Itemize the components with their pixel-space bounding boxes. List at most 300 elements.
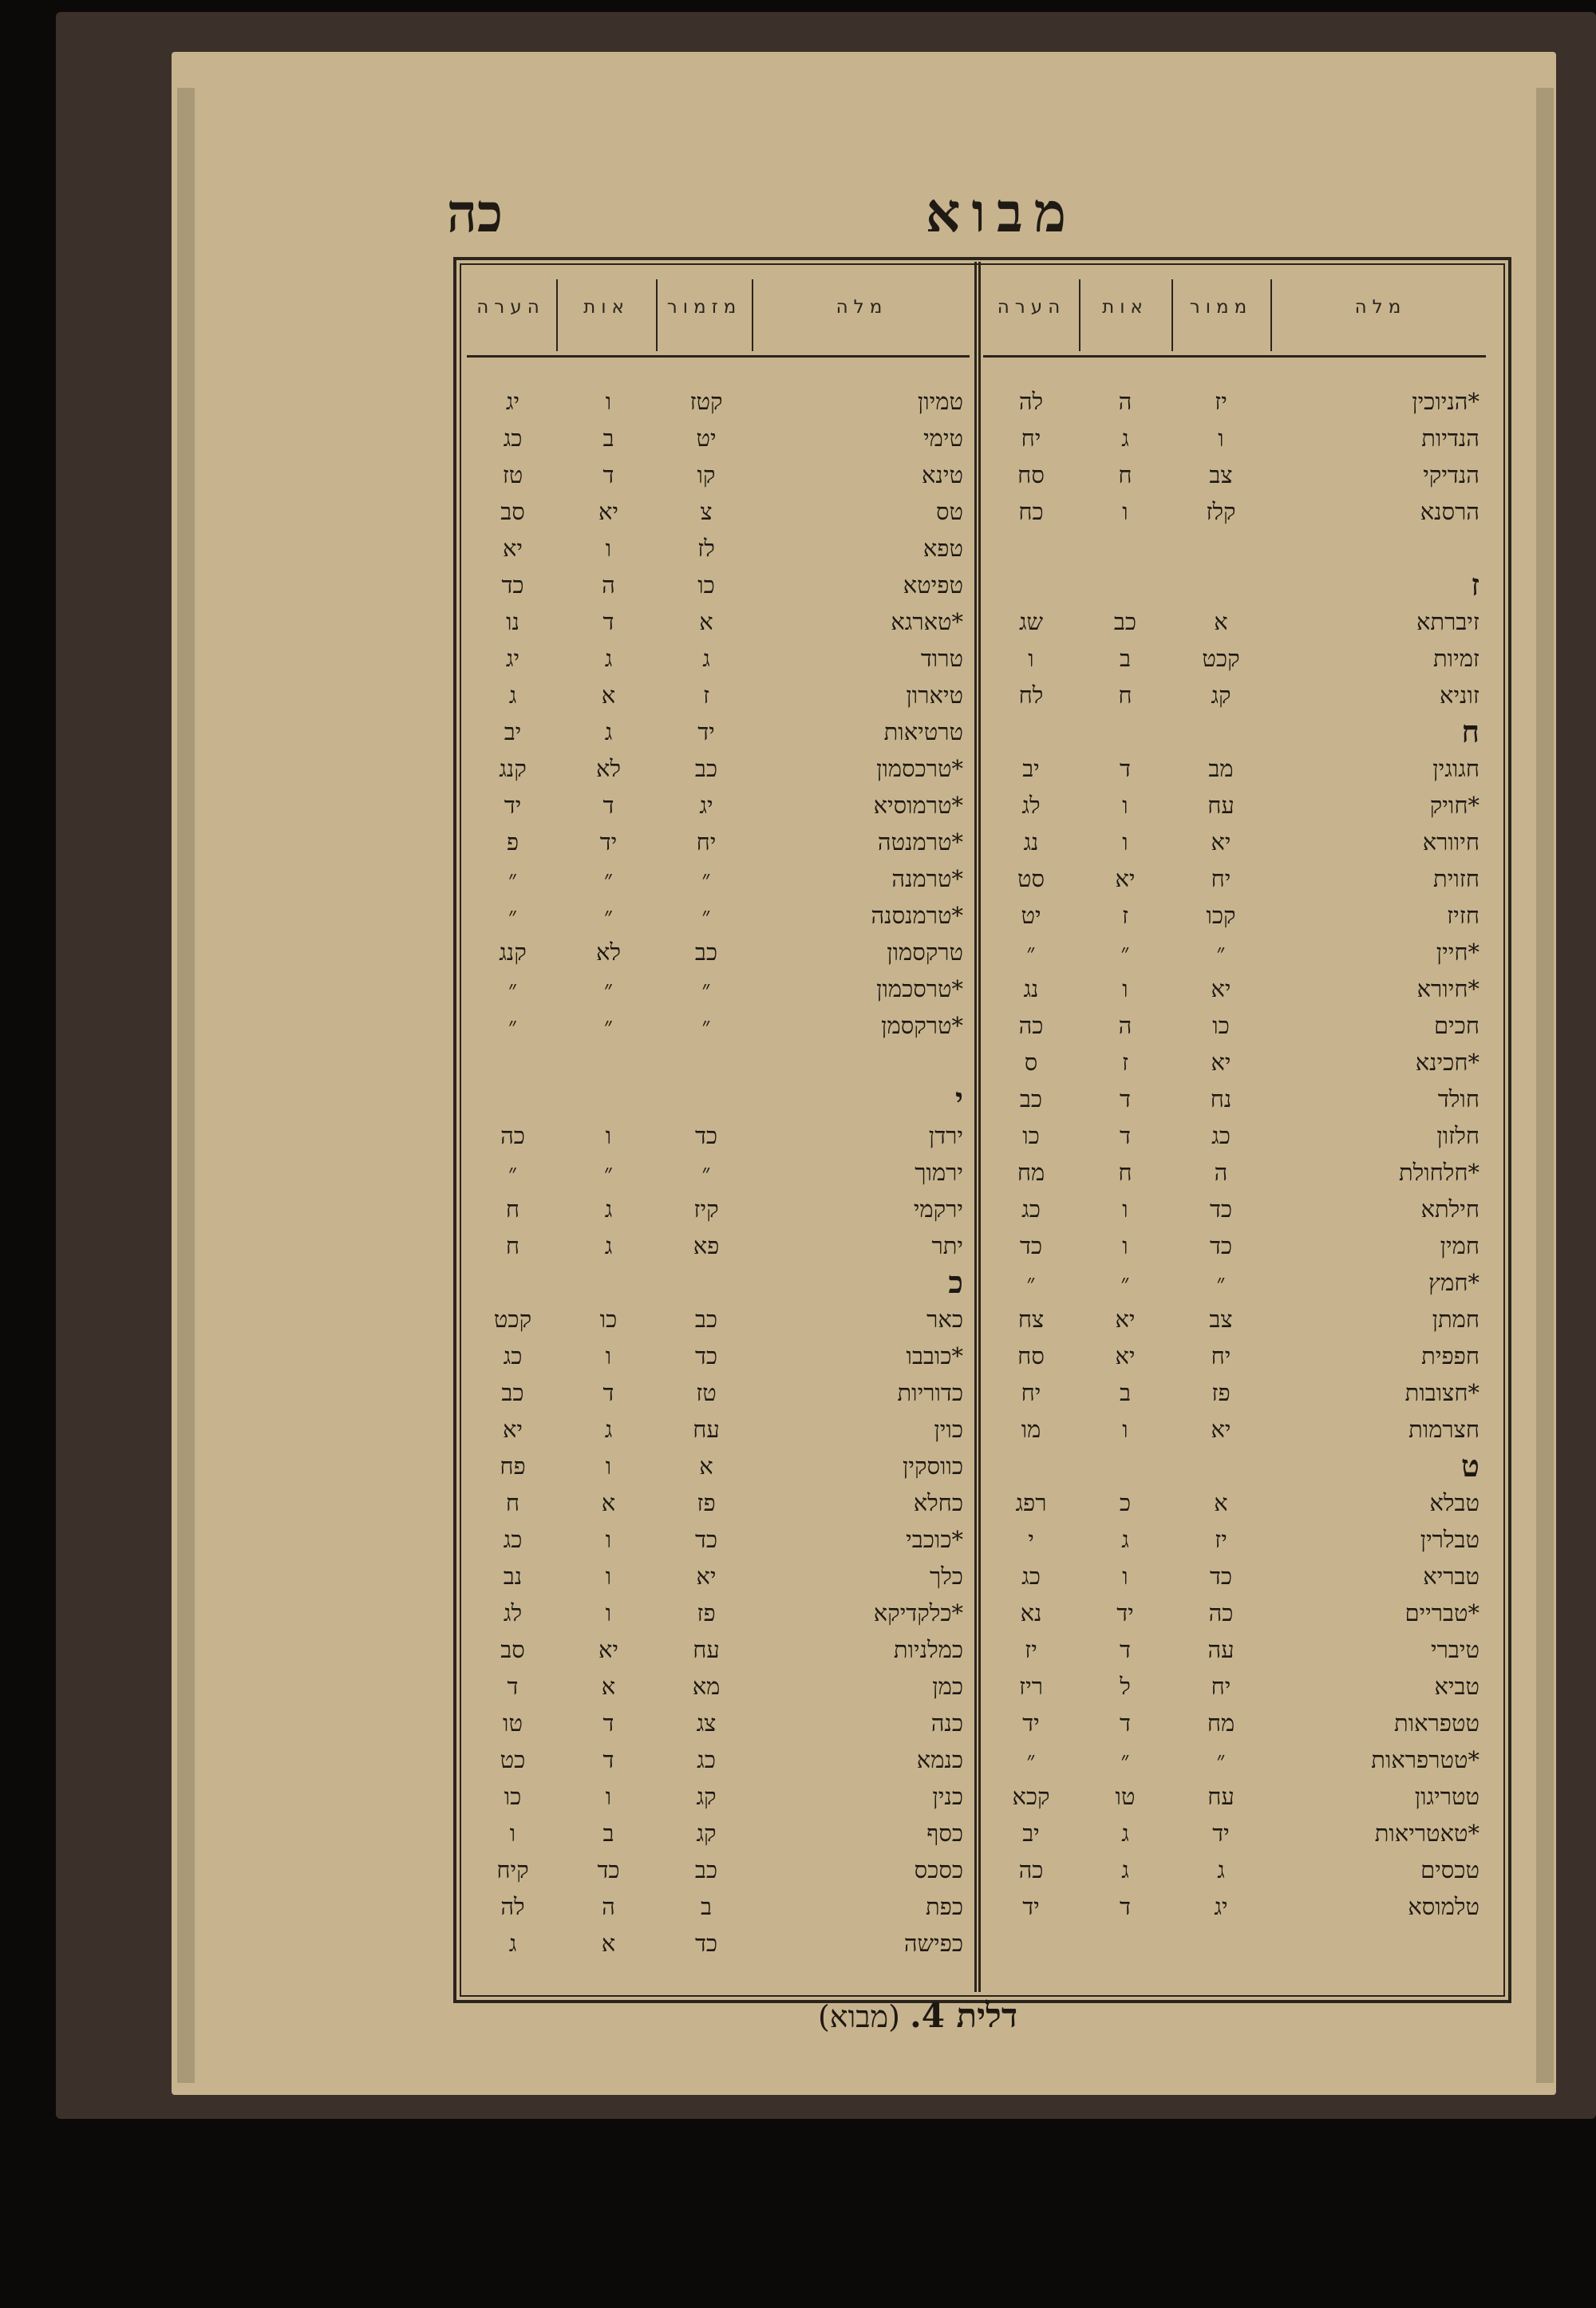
entry-verse	[559, 1264, 658, 1301]
entry-psalm: יא	[1211, 828, 1231, 856]
header-note-right: הערה	[997, 297, 1066, 318]
table-row	[983, 787, 1486, 824]
entry-word: טרקסמון	[887, 939, 963, 966]
table-row	[983, 1815, 1486, 1852]
entry-note: ריז	[1019, 1673, 1043, 1700]
page-edge-right	[1536, 88, 1554, 2083]
entry-note: כו	[504, 1783, 522, 1810]
table-row	[983, 1264, 1486, 1301]
entry-note: קנג	[499, 939, 527, 966]
entry-word: *כוכבי	[906, 1526, 963, 1553]
entry-note: שג	[1018, 608, 1044, 635]
entry-note: נב	[503, 1563, 523, 1590]
entry-word: *חכינא	[1415, 1049, 1479, 1076]
entry-note: ו	[509, 1820, 516, 1847]
entry-word: כמלניות	[893, 1636, 963, 1663]
entry-note: כה	[1018, 1012, 1044, 1039]
entry-note: כה	[500, 1122, 525, 1149]
entry-psalm: פז	[697, 1599, 716, 1626]
table-row	[983, 1154, 1486, 1191]
entry-note: ח	[505, 1195, 520, 1223]
table-row	[467, 1558, 970, 1595]
table-row	[467, 860, 970, 897]
table-row	[467, 1778, 970, 1815]
entry-psalm: כד	[1209, 1195, 1233, 1223]
table-row	[983, 750, 1486, 787]
entry-word: חפפית	[1421, 1342, 1479, 1369]
entry-psalm: טז	[696, 1379, 717, 1406]
table-row	[983, 1741, 1486, 1778]
table-row	[467, 1191, 970, 1227]
entry-word: *הניוכין	[1412, 388, 1479, 415]
entry-verse: ו	[1122, 1195, 1128, 1223]
table-row	[467, 1301, 970, 1338]
entry-word: *חיין	[1436, 939, 1479, 966]
entry-psalm: כד	[694, 1122, 718, 1149]
entry-word: *כובבו	[906, 1342, 963, 1369]
header-note-left: הערה	[476, 297, 545, 318]
entry-verse: ג	[1121, 1526, 1129, 1553]
entry-word: טלמוסא	[1408, 1893, 1479, 1920]
entry-note: טז	[502, 461, 523, 488]
entry-psalm: כד	[1209, 1563, 1233, 1590]
entry-word: טס	[935, 498, 963, 525]
entry-verse: ח	[1118, 461, 1132, 488]
entry-psalm: יז	[1215, 388, 1227, 415]
entry-verse	[1079, 713, 1171, 750]
entry-word: חגוגין	[1432, 755, 1479, 782]
entry-verse: ו	[605, 1783, 612, 1810]
entry-verse: ו	[605, 1342, 612, 1369]
table-row	[467, 824, 970, 860]
entry-note: כד	[501, 571, 524, 599]
entry-verse: ד	[602, 792, 614, 819]
entry-note: לה	[500, 1893, 525, 1920]
entry-note: יא	[502, 535, 523, 562]
table-row	[467, 567, 970, 603]
entry-psalm: כד	[694, 1342, 718, 1369]
entry-word: כחלא	[913, 1489, 963, 1516]
entry-note: יח	[1021, 425, 1041, 452]
entry-verse: יא	[1115, 1306, 1136, 1333]
entry-note: כד	[1019, 1232, 1043, 1259]
entry-psalm	[658, 1264, 754, 1301]
table-row	[983, 383, 1486, 420]
entry-verse: יד	[599, 828, 618, 856]
table-row	[983, 1484, 1486, 1521]
entry-verse	[559, 1044, 658, 1081]
entry-psalm: עח	[693, 1416, 720, 1443]
entry-psalm: כד	[694, 1930, 718, 1957]
table-row	[467, 713, 970, 750]
entry-psalm: יח	[1211, 1673, 1231, 1700]
table-row	[467, 1852, 970, 1888]
table-row	[467, 603, 970, 640]
entry-word: חלזון	[1436, 1122, 1479, 1149]
page-footer	[790, 1992, 1045, 2040]
entry-verse: ו	[605, 1122, 612, 1149]
entry-word: טרוד	[920, 645, 963, 672]
entry-word: *חלחולת	[1398, 1159, 1479, 1186]
entry-note: ד	[507, 1673, 519, 1700]
section-letter-row	[467, 1081, 970, 1117]
entry-word: הנדיות	[1421, 425, 1479, 452]
entry-verse: ג	[1121, 1820, 1129, 1847]
table-row	[983, 640, 1486, 677]
entry-word	[754, 1044, 970, 1081]
entry-verse: ב	[1120, 1379, 1131, 1406]
entry-word: טביא	[1434, 1673, 1479, 1700]
entry-psalm: ״	[701, 1012, 711, 1039]
entry-verse: ג	[604, 1232, 613, 1259]
table-row	[467, 1044, 970, 1081]
entry-note: ״	[1026, 1746, 1036, 1773]
entry-note: ו	[1028, 645, 1034, 672]
entry-verse: טו	[1115, 1783, 1136, 1810]
entry-note: ״	[508, 1159, 518, 1186]
header-divider	[1079, 279, 1080, 351]
entry-word: *טרקסמן	[881, 1012, 963, 1039]
entry-verse: א	[601, 1489, 616, 1516]
entry-note: כג	[1021, 1195, 1041, 1223]
entry-word: חילתא	[1420, 1195, 1479, 1223]
entry-verse	[1079, 567, 1171, 603]
entry-psalm: פז	[697, 1489, 716, 1516]
entry-psalm: ה	[1214, 1159, 1228, 1186]
entry-verse: ו	[1122, 498, 1128, 525]
entry-note	[467, 1044, 559, 1081]
entry-note: כח	[1018, 498, 1044, 525]
entry-verse: ב	[602, 425, 614, 452]
entry-note: ״	[1026, 939, 1036, 966]
entry-word: ט	[1461, 1448, 1479, 1484]
entry-note: לג	[1021, 792, 1041, 819]
entry-psalm: קו	[697, 461, 716, 488]
entry-psalm: ״	[701, 1159, 711, 1186]
entry-verse: ו	[605, 1563, 612, 1590]
entry-note: ס	[1024, 1049, 1038, 1076]
table-row	[983, 1705, 1486, 1741]
entry-psalm: יג	[1214, 1893, 1228, 1920]
entry-note: יג	[505, 388, 520, 415]
entry-note: ״	[508, 865, 518, 892]
entry-note: יב	[1022, 755, 1040, 782]
entry-psalm: קג	[696, 1783, 717, 1810]
entry-note	[983, 567, 1079, 603]
table-row	[983, 824, 1486, 860]
entry-verse: לא	[596, 939, 621, 966]
entry-psalm: נח	[1210, 1085, 1232, 1113]
entry-note: כג	[503, 1526, 523, 1553]
entry-verse: ״	[603, 1012, 614, 1039]
entry-verse: ג	[604, 645, 613, 672]
entry-psalm: כב	[694, 755, 718, 782]
table-row	[467, 677, 970, 713]
entry-psalm: יח	[696, 828, 717, 856]
right-index-table	[983, 383, 1486, 1925]
table-row	[983, 1595, 1486, 1631]
entry-word: *כלקדיקא	[873, 1599, 963, 1626]
entry-word: חכים	[1433, 1012, 1479, 1039]
entry-note: כו	[1022, 1122, 1040, 1149]
entry-verse: ד	[602, 1709, 614, 1737]
table-row	[467, 1521, 970, 1558]
entry-psalm: יד	[1212, 1820, 1230, 1847]
entry-psalm	[658, 1044, 754, 1081]
table-row	[983, 1227, 1486, 1264]
footer-signature: דלית 4.	[910, 1996, 1018, 2035]
entry-note: לה	[1018, 388, 1044, 415]
table-row	[467, 1668, 970, 1705]
entry-note: יב	[504, 718, 522, 745]
entry-psalm: יח	[1211, 865, 1231, 892]
entry-note: סב	[500, 498, 525, 525]
entry-psalm	[1171, 567, 1270, 603]
table-row	[983, 1631, 1486, 1668]
entry-psalm: ג	[702, 645, 710, 672]
header-divider	[556, 279, 558, 351]
entry-verse: ה	[1118, 1012, 1132, 1039]
table-row	[467, 1595, 970, 1631]
entry-psalm: כד	[694, 1526, 718, 1553]
entry-note: נג	[1023, 828, 1039, 856]
entry-verse: ו	[605, 1452, 612, 1480]
entry-verse: יד	[1116, 1599, 1134, 1626]
table-row	[467, 1154, 970, 1191]
header-divider	[656, 279, 658, 351]
entry-word: *טאטריאות	[1374, 1820, 1479, 1847]
table-row	[983, 677, 1486, 713]
entry-psalm: קג	[696, 1820, 717, 1847]
entry-verse: ג	[604, 1195, 613, 1223]
entry-psalm: כג	[1211, 1122, 1231, 1149]
entry-note: יד	[504, 792, 522, 819]
table-row	[983, 1081, 1486, 1117]
entry-verse: ״	[1120, 939, 1130, 966]
table-row	[983, 1888, 1486, 1925]
entry-verse: ד	[1120, 1122, 1131, 1149]
entry-word: ז	[1471, 567, 1479, 603]
table-row	[983, 420, 1486, 456]
entry-note	[983, 530, 1079, 567]
entry-verse: ד	[1120, 755, 1131, 782]
section-letter-row	[467, 1264, 970, 1301]
entry-verse: יא	[1115, 865, 1136, 892]
table-row	[983, 1338, 1486, 1374]
table-row	[983, 934, 1486, 970]
table-row	[467, 420, 970, 456]
entry-psalm: יג	[699, 792, 713, 819]
entry-note: קנג	[499, 755, 527, 782]
header-rule-right	[983, 355, 1486, 358]
entry-verse: ו	[605, 388, 612, 415]
entry-note: ״	[508, 902, 518, 929]
entry-note: נג	[1023, 975, 1039, 1002]
entry-psalm: קלז	[1206, 498, 1236, 525]
entry-psalm: כב	[694, 1306, 718, 1333]
table-row	[983, 1044, 1486, 1081]
table-row	[983, 1374, 1486, 1411]
table-row	[467, 1741, 970, 1778]
entry-psalm: יא	[696, 1563, 717, 1590]
entry-verse: ״	[603, 902, 614, 929]
table-row	[983, 1558, 1486, 1595]
entry-word: טמיון	[917, 388, 963, 415]
entry-note	[467, 1081, 559, 1117]
header-word-right: מלה	[1354, 297, 1407, 318]
table-row	[983, 1301, 1486, 1338]
entry-word: טכסים	[1420, 1856, 1479, 1883]
table-row	[983, 1778, 1486, 1815]
table-row	[467, 1705, 970, 1741]
entry-psalm: ״	[701, 902, 711, 929]
header-verse-left: אות	[583, 297, 630, 318]
entry-word: טינא	[922, 461, 963, 488]
entry-word: יתר	[931, 1232, 963, 1259]
entry-psalm: א	[699, 1452, 713, 1480]
entry-verse: ד	[1120, 1893, 1131, 1920]
table-row	[983, 1007, 1486, 1044]
entry-psalm: כב	[694, 939, 718, 966]
page-number: כה	[446, 182, 504, 244]
table-row	[467, 1448, 970, 1484]
table-row	[467, 456, 970, 493]
entry-note: רפג	[1015, 1489, 1047, 1516]
entry-verse: ה	[1118, 388, 1132, 415]
entry-word: חיוורא	[1422, 828, 1479, 856]
entry-verse: ג	[1121, 425, 1129, 452]
entry-verse: ד	[1120, 1709, 1131, 1737]
entry-note: פח	[500, 1452, 526, 1480]
entry-word: טטריגון	[1414, 1783, 1479, 1810]
entry-word: הנדיקי	[1423, 461, 1479, 488]
entry-note: צח	[1017, 1306, 1045, 1333]
entry-word: חזוית	[1433, 865, 1479, 892]
table-row	[983, 493, 1486, 530]
entry-verse: ז	[1121, 1049, 1129, 1076]
header-psalm-left: מזמור	[666, 297, 742, 318]
entry-word: חמין	[1440, 1232, 1479, 1259]
table-row	[467, 1484, 970, 1521]
entry-verse: ד	[1120, 1636, 1131, 1663]
entry-verse: לא	[596, 755, 621, 782]
header-rule-left	[467, 355, 970, 358]
entry-word: *טרמנטה	[877, 828, 963, 856]
entry-note: נו	[506, 608, 519, 635]
table-row	[467, 1338, 970, 1374]
table-row	[467, 530, 970, 567]
entry-word: חזיז	[1447, 902, 1479, 929]
entry-verse: יא	[1115, 1342, 1136, 1369]
entry-verse	[559, 1081, 658, 1117]
entry-psalm: צב	[1209, 461, 1233, 488]
entry-verse: ד	[602, 608, 614, 635]
entry-psalm: ז	[702, 682, 710, 709]
entry-verse: ח	[1118, 1159, 1132, 1186]
entry-word: כפישה	[903, 1930, 963, 1957]
entry-note: יב	[1022, 1820, 1040, 1847]
entry-note: יא	[502, 1416, 523, 1443]
header-psalm-right: ממור	[1189, 297, 1253, 318]
entry-word: כנין	[932, 1783, 963, 1810]
entry-note: יג	[505, 645, 520, 672]
entry-verse: ג	[604, 1416, 613, 1443]
table-row	[467, 970, 970, 1007]
entry-word: ירקמי	[913, 1195, 963, 1223]
column-separator	[974, 262, 981, 1992]
table-row	[467, 1888, 970, 1925]
entry-psalm: ״	[1216, 1269, 1226, 1296]
entry-psalm: קכט	[1202, 645, 1240, 672]
entry-word: חולד	[1437, 1085, 1479, 1113]
page-title: מבוא	[925, 181, 1078, 245]
entry-verse: ה	[602, 1893, 615, 1920]
entry-psalm: יח	[1211, 1342, 1231, 1369]
entry-note: ״	[508, 1012, 518, 1039]
entry-note: פ	[506, 828, 519, 856]
entry-verse: כב	[1113, 608, 1137, 635]
entry-psalm: עה	[1207, 1636, 1235, 1663]
entry-verse: ג	[604, 718, 613, 745]
entry-word: ח	[1461, 713, 1479, 749]
section-letter-row	[983, 713, 1486, 750]
entry-psalm: צג	[696, 1709, 717, 1737]
entry-verse: ד	[602, 1746, 614, 1773]
entry-psalm: כו	[697, 571, 715, 599]
entry-psalm: מא	[692, 1673, 721, 1700]
entry-verse: ז	[1121, 902, 1129, 929]
table-row	[983, 1852, 1486, 1888]
entry-psalm: יז	[1215, 1526, 1227, 1553]
entry-note: ״	[1026, 1269, 1036, 1296]
entry-note: ג	[508, 682, 517, 709]
entry-psalm: ״	[1216, 1746, 1226, 1773]
entry-psalm: קכו	[1206, 902, 1236, 929]
entry-note: יד	[1022, 1709, 1040, 1737]
entry-word: *טרכסמון	[876, 755, 963, 782]
entry-psalm: קטז	[689, 388, 723, 415]
entry-word: טיארון	[906, 682, 963, 709]
table-row	[983, 530, 1486, 567]
entry-psalm: א	[1214, 1489, 1228, 1516]
entry-psalm: א	[699, 608, 713, 635]
entry-word: *טבריים	[1404, 1599, 1479, 1626]
entry-verse: יא	[598, 1636, 618, 1663]
entry-verse: ״	[1120, 1269, 1130, 1296]
entry-note: יז	[1025, 1636, 1037, 1663]
entry-psalm: ב	[701, 1893, 712, 1920]
entry-word: כווסקין	[902, 1452, 963, 1480]
table-row	[983, 1191, 1486, 1227]
entry-word: הרסנא	[1420, 498, 1479, 525]
section-letter-row	[983, 567, 1486, 603]
table-row	[983, 897, 1486, 934]
entry-verse: ו	[605, 1599, 612, 1626]
header-verse-right: אות	[1102, 297, 1148, 318]
entry-word: ירמוך	[915, 1159, 963, 1186]
entry-note: כה	[1018, 1856, 1044, 1883]
entry-psalm: כב	[694, 1856, 718, 1883]
entry-word: טבלא	[1429, 1489, 1479, 1516]
entry-verse: כ	[1119, 1489, 1132, 1516]
entry-word: טטפראות	[1394, 1709, 1479, 1737]
table-row	[467, 750, 970, 787]
entry-verse: ״	[603, 865, 614, 892]
entry-psalm	[1171, 530, 1270, 567]
entry-word: ירדן	[928, 1122, 963, 1149]
entry-verse	[1079, 1448, 1171, 1484]
entry-psalm: קיז	[693, 1195, 719, 1223]
